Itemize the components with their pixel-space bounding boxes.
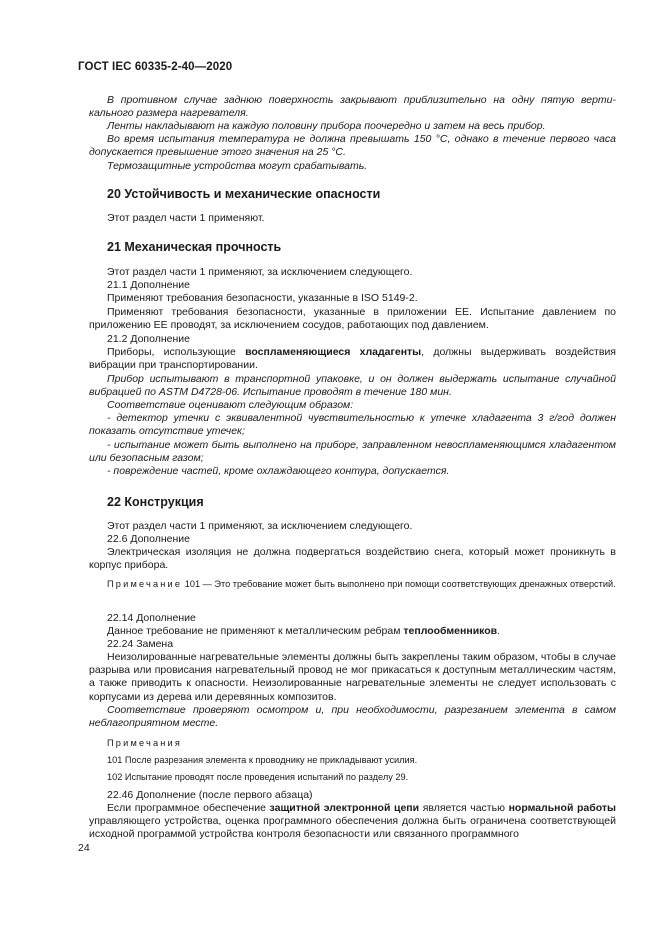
- section-22-paragraph-6: Если программное обеспечение защитной электронной цепи является частью нормальной работы управляющего устройства, оценка программного обеспечения должна быть ограничена соответствующей исходной программой устройства контроля безопасности или связанного программного: [89, 802, 616, 841]
- clause-22-6-title: 22.6 Дополнение: [107, 533, 190, 545]
- section-22-paragraph-5: Соответствие проверяют осмотром и, при необходимости, разрезанием элемента в самом неблагоприятном месте.: [89, 704, 616, 730]
- intro-paragraph-4: Термозащитные устройства могут срабатывать.: [107, 160, 368, 172]
- clause-21-2-title: 21.2 Дополнение: [107, 333, 190, 345]
- section-20-heading: 20 Устойчивость и механические опасности: [107, 187, 381, 201]
- section-21-paragraph-2: Применяют требования безопасности, указанные в ISO 5149-2.: [107, 292, 418, 304]
- note-2: 102 Испытание проводят после проведения испытаний по разделу 29.: [107, 772, 409, 782]
- section-21-paragraph-1: Этот раздел части 1 применяют, за исключением следующего.: [107, 266, 413, 278]
- section-22-paragraph-2: Электрическая изоляция не должна подвергаться воздействию снега, который может проникнуть в корпус прибора.: [89, 546, 616, 572]
- notes-label: Примечания: [107, 738, 183, 748]
- section-22-paragraph-3: Данное требование не применяют к металлическим ребрам теплообменников.: [107, 625, 501, 637]
- section-22-heading: 22 Конструкция: [107, 495, 204, 509]
- intro-paragraph-3: Во время испытания температура не должна превышать 150 °С, однако в течение первого часа допускается превышение этого значения на 25 °С.: [89, 133, 616, 159]
- document-header: ГОСТ IEC 60335-2-40—2020: [78, 61, 233, 73]
- section-21-list-item-3: - повреждение частей, кроме охлаждающего контура, допускается.: [107, 465, 450, 477]
- clause-22-14-title: 22.14 Дополнение: [107, 612, 196, 624]
- section-21-paragraph-3: Применяют требования безопасности, указанные в приложении ЕЕ. Испытание давлением по приложению ЕЕ проводят, за исключением сосудов, работающих под давлением.: [89, 306, 616, 332]
- clause-21-1-title: 21.1 Дополнение: [107, 279, 190, 291]
- section-21-list-item-1: - детектор утечки с эквивалентной чувствительностью к утечке хладагента 3 г/год должен показать отсутствие утечек;: [89, 412, 616, 438]
- clause-22-24-title: 22.24 Замена: [107, 638, 174, 650]
- page-number: 24: [78, 842, 90, 854]
- section-21-paragraph-4: Приборы, использующие воспламеняющиеся хладагенты, должны выдерживать воздействия вибрации при транспортировании.: [89, 346, 616, 372]
- section-21-list-item-2: - испытание может быть выполнено на приборе, заправленном невоспламеняющимся хладагентом или безопасным газом;: [89, 439, 616, 465]
- section-22-paragraph-1: Этот раздел части 1 применяют, за исключением следующего.: [107, 520, 413, 532]
- section-21-heading: 21 Механическая прочность: [107, 240, 282, 254]
- intro-paragraph-1: В противном случае заднюю поверхность закрывают приблизительно на одну пятую вертикального размера нагревателя.: [89, 94, 616, 120]
- clause-22-46-title: 22.46 Дополнение (после первого абзаца): [107, 789, 313, 801]
- section-21-paragraph-6: Соответствие оценивают следующим образом:: [107, 399, 354, 411]
- note-1: 101 После разрезания элемента к проводнику не прикладывают усилия.: [107, 755, 418, 765]
- intro-paragraph-2: Ленты накладывают на каждую половину прибора поочередно и затем на весь прибор.: [107, 120, 546, 132]
- section-21-paragraph-5: Прибор испытывают в транспортной упаковке, и он должен выдержать испытание случайной вибрацией по ASTM D4728-06. Испытание проводят в течение 180 мин.: [89, 373, 616, 399]
- note-101: Примечание 101 — Это требование может быть выполнено при помощи соответствующих дренажных отверстий.: [107, 579, 616, 589]
- section-22-paragraph-4: Неизолированные нагревательные элементы должны быть закреплены таким образом, чтобы в случае разрыва или провисания нагревательный провод не мог прикасаться к доступным металлическим частям, а также приводить к опасности. Неизолированные нагревательные элементы не следует использовать с корпусами из дерева или деревянных композитов.: [89, 651, 616, 703]
- section-20-paragraph: Этот раздел части 1 применяют.: [107, 212, 265, 224]
